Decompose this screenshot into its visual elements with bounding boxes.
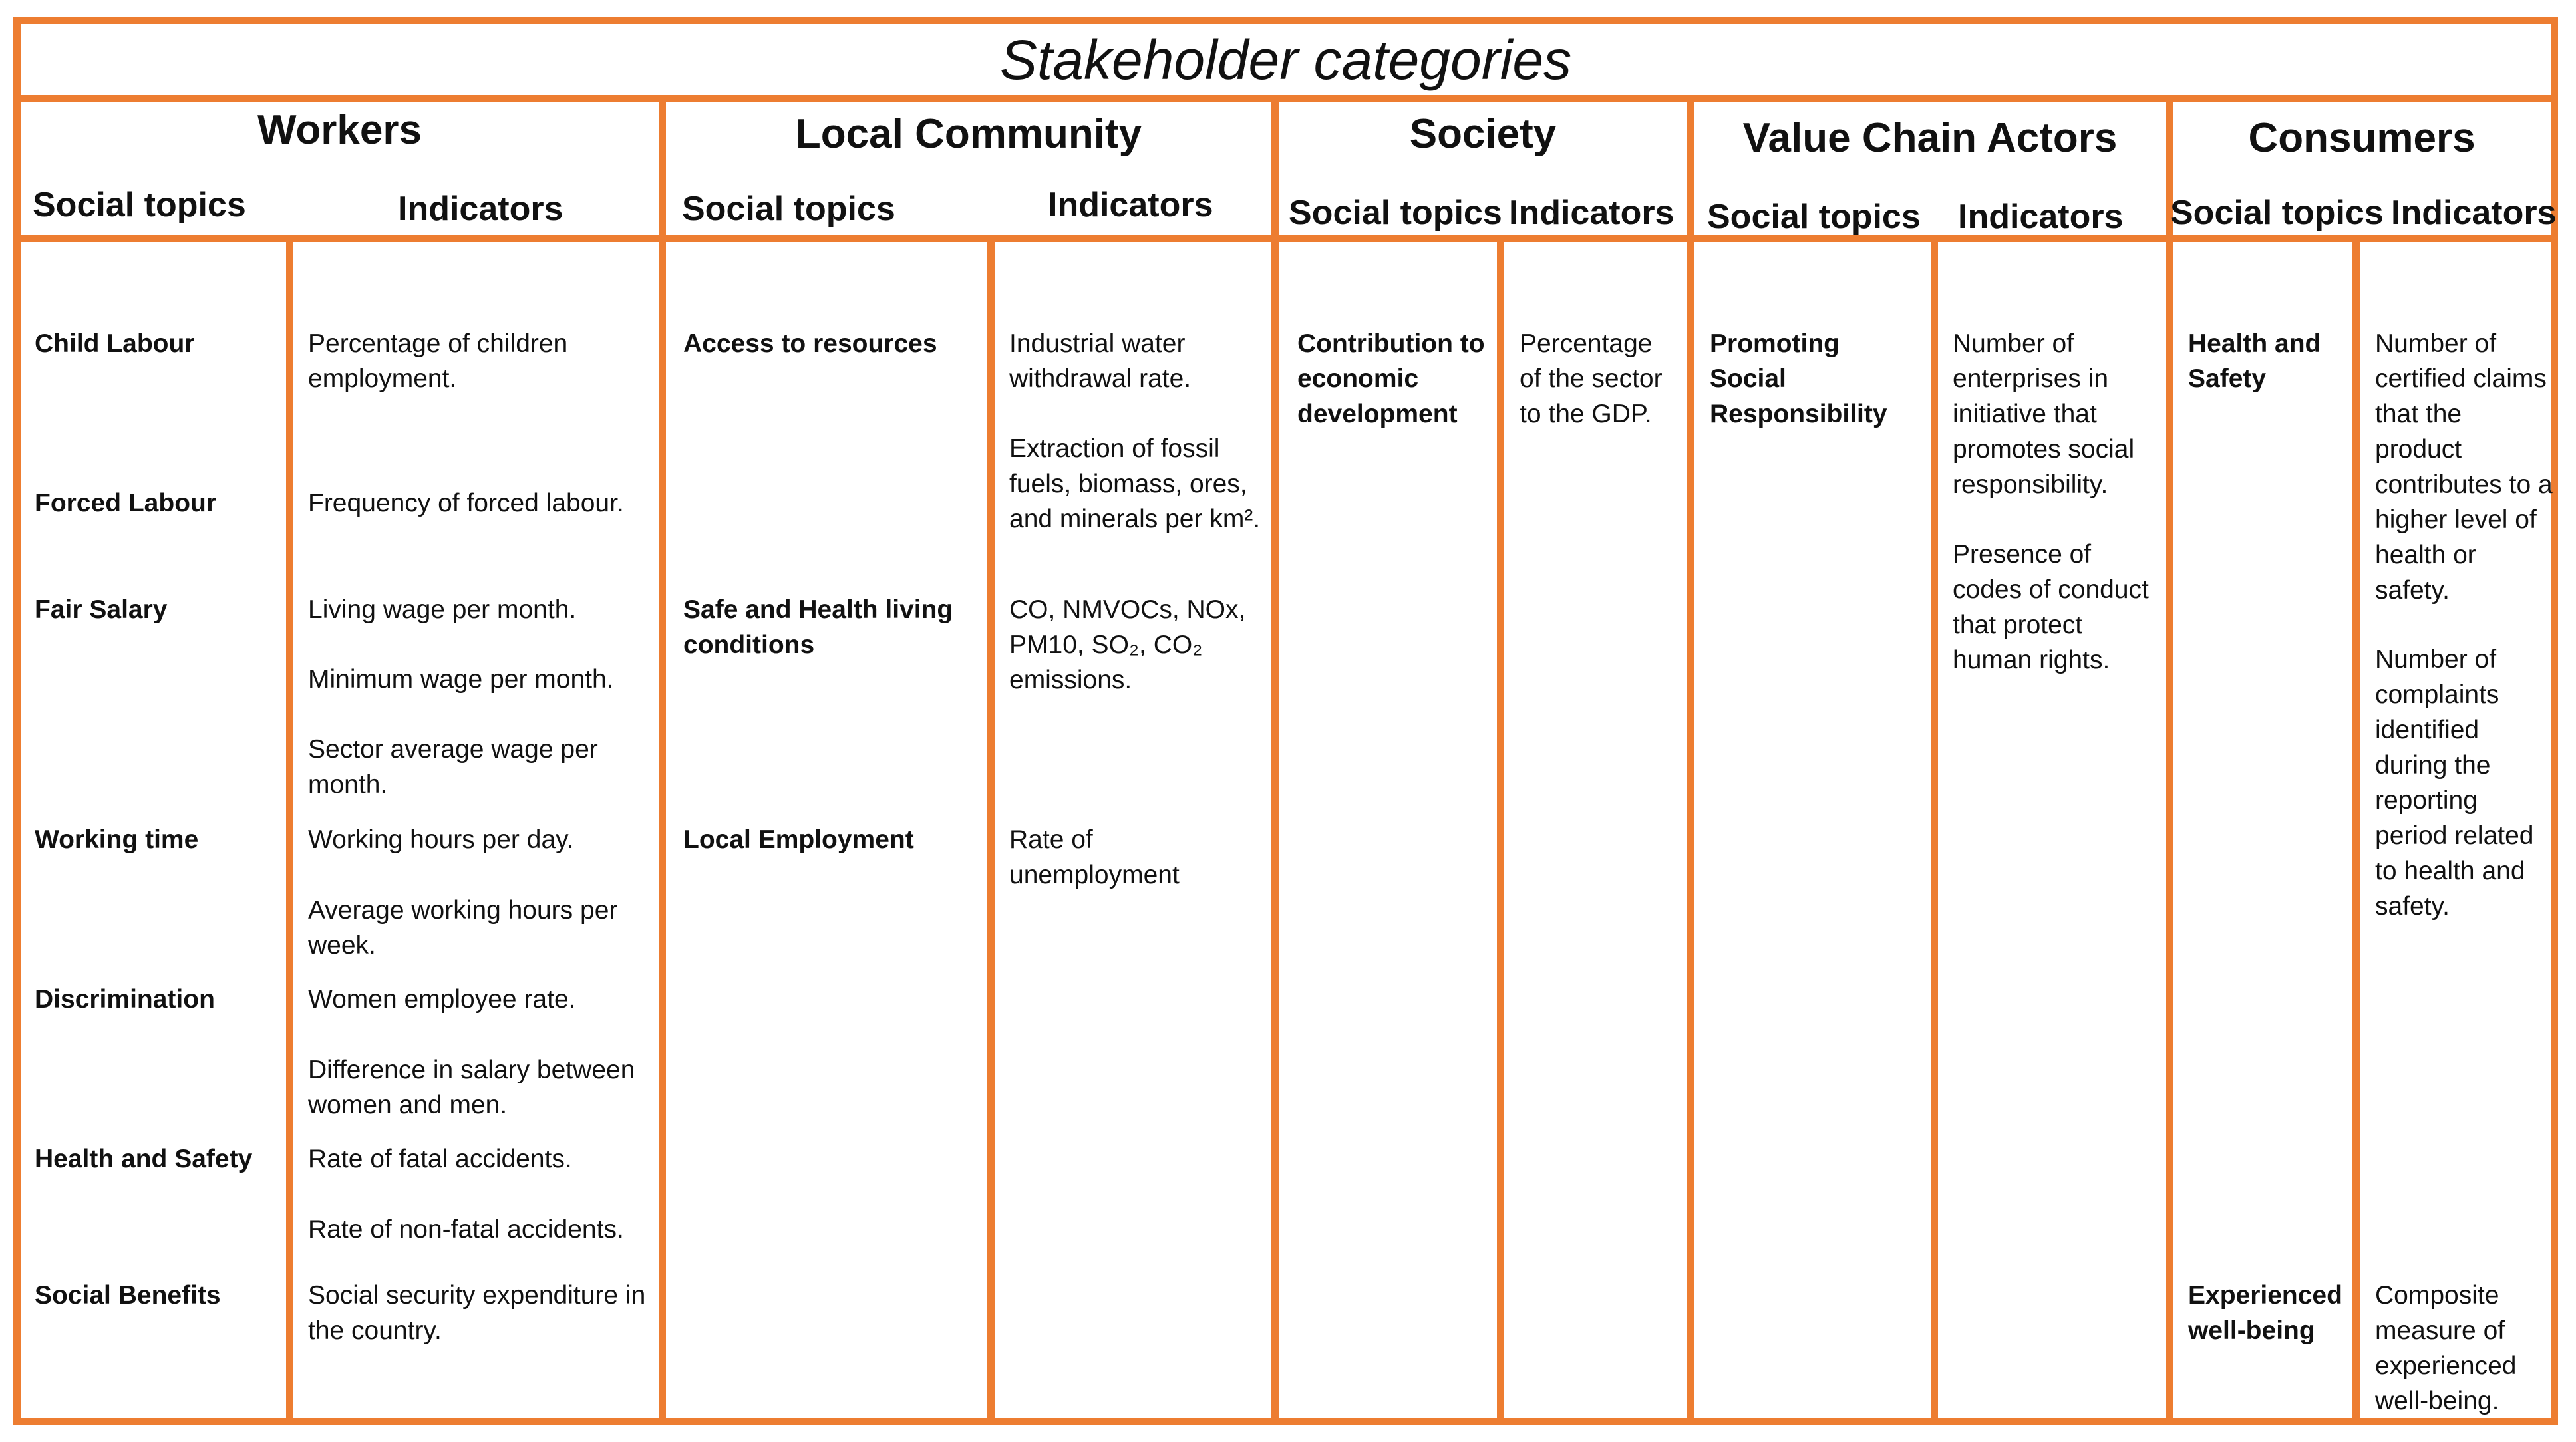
indicator: Percentage of children employment. [308,329,568,393]
table-title: Stakeholder categories [999,29,1572,91]
indicator: Rate of non-fatal accidents. [308,1215,624,1244]
workers-indicators-header: Indicators [398,190,564,228]
indicator: Rate of fatal accidents. [308,1145,572,1173]
indicator: Social security expenditure in the country. [308,1281,646,1345]
column-divider [286,235,293,1425]
indicator: Number of certified claims that the product contributes to a higher level of health or safety. [2375,329,2553,605]
category-divider [1687,95,1694,1425]
category-header-workers: Workers [257,107,422,153]
consumers-indicators-header: Indicators [2391,194,2557,232]
title-divider [13,95,2558,102]
indicator: Rate of unemployment [1009,825,1180,889]
topic-experienced-well-being: Experienced well-being [2188,1281,2342,1345]
society-topics-header: Social topics [1289,194,1502,232]
indicator: Number of complaints identified during the reporting period related to health and safety. [2375,645,2534,921]
indicator: Working hours per day. [308,825,574,854]
indicator: Industrial water withdrawal rate. [1009,329,1192,393]
indicator: Percentage of the sector to the GDP. [1520,329,1663,428]
indicator: Number of enterprises in initiative that promotes social responsibility. [1953,329,2135,499]
indicator: CO, NMVOCs, NOx, PM10, SO₂, CO₂ emissions. [1009,595,1246,694]
column-divider [1931,235,1938,1425]
local-community-topics-header: Social topics [682,190,895,228]
indicator: Minimum wage per month. [308,665,614,694]
topic-local-employment: Local Employment [683,825,914,854]
society-indicators-header: Indicators [1509,194,1675,232]
topic-social-benefits: Social Benefits [35,1281,221,1310]
workers-topics-header: Social topics [33,186,246,224]
indicator: Sector average wage per month. [308,735,598,799]
indicator: Difference in salary between women and men. [308,1056,635,1119]
value-chain-topics-header: Social topics [1707,198,1921,236]
category-header-local-community: Local Community [795,111,1142,157]
category-header-value-chain-actors: Value Chain Actors [1742,115,2118,161]
column-divider [1497,235,1504,1425]
topic-health-and-safety: Health and Safety [35,1145,253,1173]
header-divider [13,235,2558,242]
column-divider [2352,235,2360,1425]
local-community-indicators-header: Indicators [1048,186,1213,224]
topic-forced-labour: Forced Labour [35,489,217,517]
indicator: Average working hours per week. [308,896,618,960]
topic-fair-salary: Fair Salary [35,595,168,624]
topic-contribution-to-economic-development: Contribution to economic development [1297,329,1485,428]
indicator: Presence of codes of conduct that protect human rights. [1953,540,2149,674]
topic-discrimination: Discrimination [35,985,215,1014]
consumers-topics-header: Social topics [2170,194,2384,232]
indicator: Women employee rate. [308,985,576,1014]
indicator: Living wage per month. [308,595,577,624]
category-header-consumers: Consumers [2248,115,2476,161]
category-header-society: Society [1409,111,1557,157]
topic-working-time: Working time [35,825,199,854]
value-chain-indicators-header: Indicators [1958,198,2124,236]
category-divider [659,95,666,1425]
topic-child-labour: Child Labour [35,329,195,358]
indicator: Composite measure of experienced well-being. [2375,1281,2517,1415]
category-divider [2166,95,2173,1425]
topic-access-to-resources: Access to resources [683,329,937,358]
column-divider [987,235,995,1425]
category-divider [1271,95,1279,1425]
indicator: Frequency of forced labour. [308,489,624,517]
indicator: Extraction of fossil fuels, biomass, ores, and minerals per km². [1009,434,1261,533]
topic-promoting-social-responsibility: Promoting Social Responsibility [1710,329,1887,428]
topic-safe-and-health-living-conditions: Safe and Health living conditions [683,595,953,659]
topic-consumer-health-and-safety: Health and Safety [2188,329,2321,393]
